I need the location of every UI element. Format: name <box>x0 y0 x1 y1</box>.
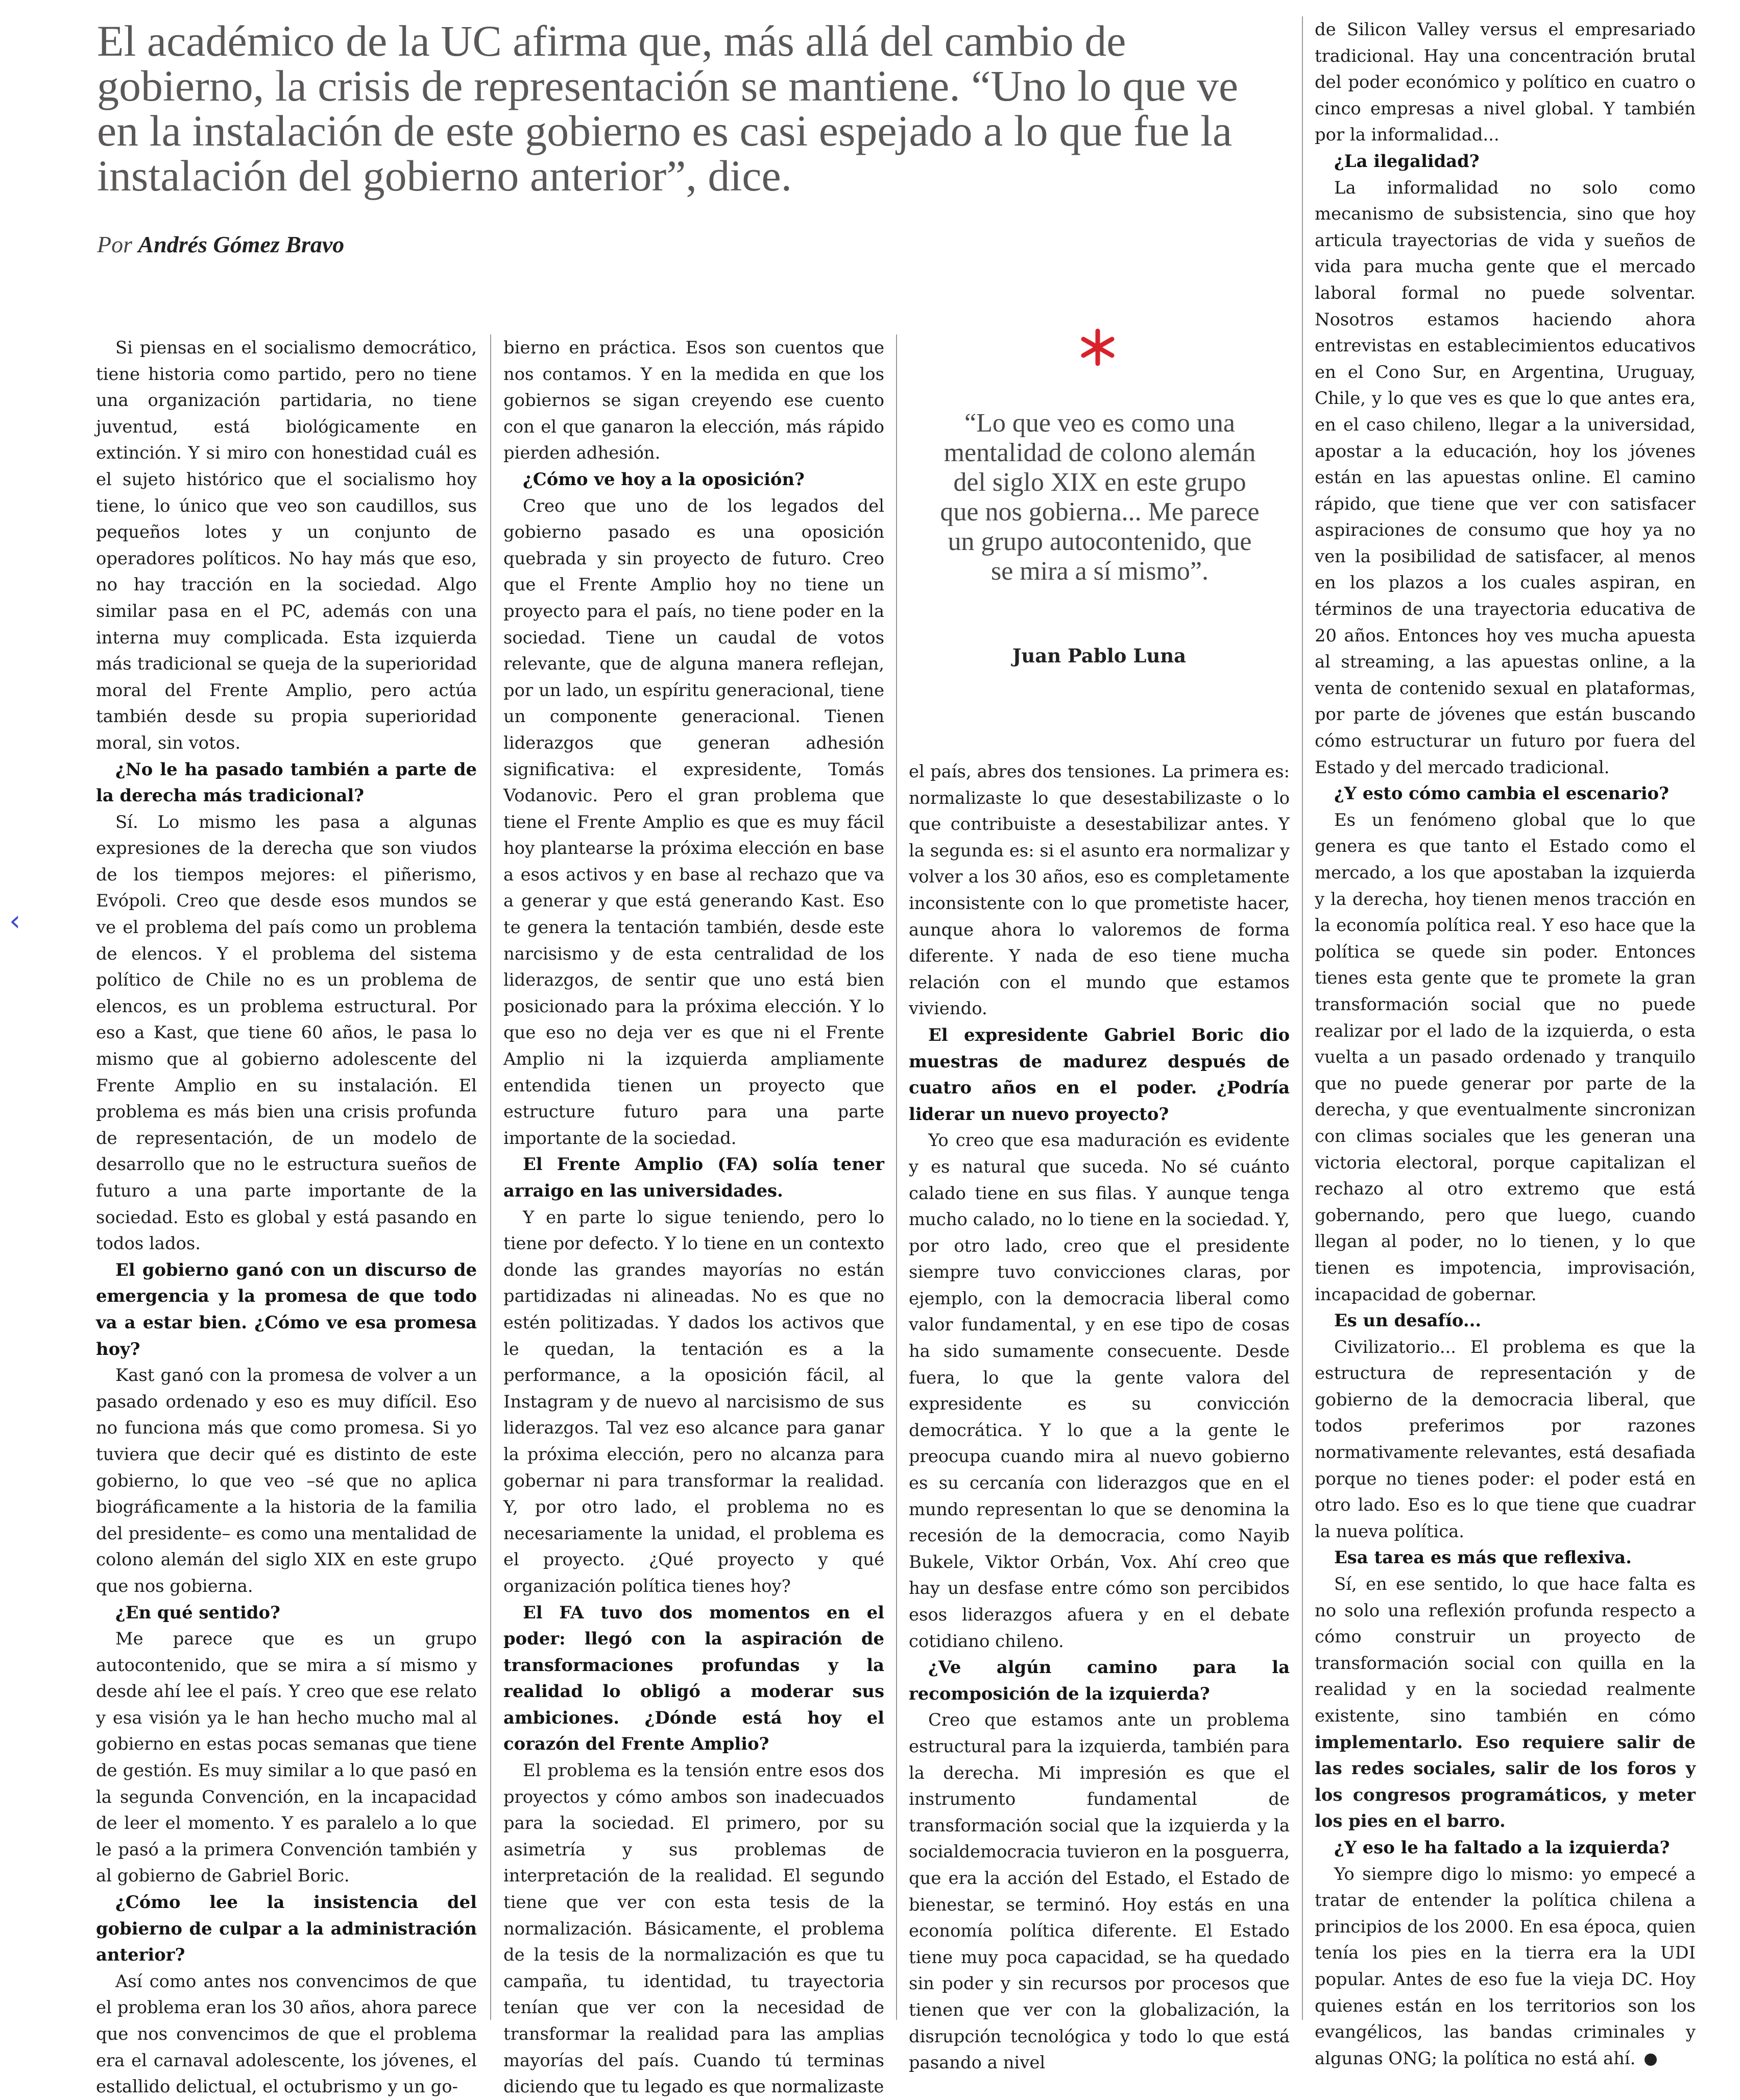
text-column-2 <box>503 335 884 2100</box>
question: Esa tarea es más que reflexiva. <box>1334 1547 1632 1568</box>
paragraph: Sí. Lo mismo les pasa a algunas expresiones de la derecha que son viudos de los tiempos mejores: el piñerismo, Evópoli. Creo que desde esos mundos se ve el problema del país como un problema de elencos. Y el problema del sistema político de Chile no es un problema de elencos, es un problema estructural. Por eso a Kast, que tiene 60 años, le pasa lo mismo que al gobierno adolescente del Frente Amplio en su instalación. El problema es más bien una crisis profunda de representación, de un modelo de desarrollo que no le estructura sueños de futuro a una parte importante de la sociedad. Esto es global y está pasando en todos lados. <box>96 812 477 1254</box>
paragraph: El problema es la tensión entre esos dos proyectos y cómo ambos son inadecuados para la sociedad. El primero, por su asimetría y sus problemas de interpretación de la realidad. El segundo tiene que ver con esta tesis de la normalización. Básicamente, el problema de la tesis de la normalización es que tu campaña, tu identidad, tu trayectoria tenían que ver con la necesidad de transformar la realidad para las amplias mayorías del país. Cuando tú terminas diciendo que tu legado es que normalizaste <box>503 1760 884 2097</box>
question: ¿Y esto cómo cambia el escenario? <box>1334 783 1669 804</box>
pull-quote-author: Juan Pablo Luna <box>1012 645 1187 667</box>
text-column-4 <box>1315 16 1696 2071</box>
paragraph: Así como antes nos convencimos de que el problema eran los 30 años, ahora parece que nos convencimos de que el problema era el carnaval adolescente, los jóvenes, el estallido delictual, el octubrismo y un go- <box>96 1971 477 2097</box>
question: El Frente Amplio (FA) solía tener arraigo en las universidades. <box>503 1154 884 1201</box>
paragraph-text: Sí, en ese sentido, lo que hace falta es no solo una reflexión profunda respecto a cómo construir un proyecto de transformación social con quilla en la realidad y en la sociedad realmente existente, sino también en cómo <box>1315 1574 1696 1726</box>
paragraph: Kast ganó con la promesa de volver a un pasado ordenado y eso es muy difícil. Eso no funciona más que como promesa. Si yo tuviera que decir qué es distinto de este gobierno, lo que veo –sé que no aplica biográficamente a la historia de la familia del presidente– es como una mentalidad de colono alemán del siglo XIX en este grupo que nos gobierna. <box>96 1365 477 1596</box>
paragraph: de Silicon Valley versus el empresariado tradicional. Hay una concentración brutal del poder económico y político en cuatro o cinco empresas a nivel global. Y también por la informalidad... <box>1315 19 1696 145</box>
paragraph: Es un fenómeno global que lo que genera es que tanto el Estado como el mercado, a los que apostaban la izquierda y la derecha, hoy tienen menos tracción en la economía política real. Y eso hace que la política se quede sin poder. Entonces tienes esta gente que te promete la gran transformación social que no puede realizar por el lado de la izquierda, o esta vuelta a un pasado ordenado y tranquilo que no puede generar por parte de la derecha, y que eventualmente sincronizan con climas sociales que les generan una victoria electoral, porque capitalizan el rechazo al otro extremo que está gobernando, pero que luego, cuando llegan al poder, no lo tienen, y lo que tienen es impotencia, improvisación, incapacidad de gobernar. <box>1315 809 1696 1304</box>
question: ¿Cómo lee la insistencia del gobierno de culpar a la administración anterior? <box>96 1892 477 1965</box>
question: ¿Ve algún camino para la recomposición de la izquierda? <box>909 1657 1290 1704</box>
question: ¿Y eso le ha faltado a la izquierda? <box>1334 1836 1670 1857</box>
pull-quote: “Lo que veo es como una mentalidad de colono alemán del siglo XIX en este grupo que nos gobierna... Me parece un grupo autocontenido, que se mira a sí mismo”. <box>940 409 1260 586</box>
paragraph: Creo que estamos ante un problema estructural para la izquierda, también para la derecha. Mi impresión es que el instrumento fundamental de transformación social que la izquierda y la socialdemocracia tuvieron en la posguerra, que era la acción del Estado, el Estado de bienestar, se terminó. Hoy estás en una economía política diferente. El Estado tiene muy poca capacidad, se ha quedado sin poder y sin recursos por procesos que tienen que ver con la globalización, la disrupción tecnológica y todo lo que está pasando a nivel <box>909 1710 1290 2073</box>
byline <box>97 231 344 258</box>
paragraph: Civilizatorio... El problema es que la estructura de representación y de gobierno de la democracia liberal, que todos preferimos por razones normativamente relevantes, está desafiada porque no tienes poder: el poder está en otro lado. Eso es lo que tiene que cuadrar la nueva política. <box>1315 1337 1696 1541</box>
paragraph: Yo creo que esa maduración es evidente y es natural que suceda. No sé cuánto calado tiene en sus filas. Y aunque tenga mucho calado, no lo tiene en la sociedad. Y, por otro lado, creo que el presidente siempre tuvo convicciones claras, por ejemplo, con la democracia liberal como valor fundamental, y en ese tipo de cosas ha sido sumamente consecuente. Desde fuera, lo que la gente valora del expresidente es su convicción democrática. Y lo que a la gente le preocupa cuando mira al nuevo gobierno es su cercanía con liderazgos que en el mundo representan lo que se denomina la recesión de la democracia, como Nayib Bukele, Viktor Orbán, Vox. Ahí creo que hay un desfase entre cómo son percibidos esos liderazgos afuera y en el debate cotidiano chileno. <box>909 1130 1290 1651</box>
byline-author: Andrés Gómez Bravo <box>138 231 345 257</box>
question: ¿La ilegalidad? <box>1334 150 1480 171</box>
question: ¿Cómo ve hoy a la oposición? <box>523 468 805 489</box>
paragraph: La informalidad no solo como mecanismo de subsistencia, sino que hoy articula trayectorias de vida y sueños de vida para mucha gente que el mercado laboral formal no puede solventar. Nosotros estamos haciendo ahora entrevistas en establecimientos educativos en el Cono Sur, en Argentina, Uruguay, Chile, y lo que ves es que lo que antes era, en el caso chileno, llegar a la universidad, apostar a la educación, hoy los jóvenes están en las apuestas online. El camino rápido, que tiene que ver con satisfacer aspiraciones de consumo que hoy ya no ven la posibilidad de satisfacer, al menos en los plazos a los cuales aspiran, en términos de una trayectoria educativa de 20 años. Entonces hoy ves mucha apuesta al streaming, a las apuestas online, a la venta de contenido sexual en plataformas, por parte de jóvenes que están buscando cómo estructurar un futuro por fuera del Estado y del mercado tradicional. <box>1315 177 1696 777</box>
question: Es un desafío... <box>1334 1310 1482 1331</box>
question: El gobierno ganó con un discurso de emergencia y la promesa de que todo va a estar bien. ¿Cómo ve esa promesa hoy? <box>96 1259 477 1359</box>
emphasis-text: implementarlo. Eso requiere salir de las redes sociales, salir de los foros y los congresos programáticos, y meter los pies en el barro. <box>1315 1731 1696 1831</box>
paragraph: Me parece que es un grupo autocontenido, que se mira a sí mismo y desde ahí lee el país. Y creo que ese relato y esa visión ya le han hecho mucho mal al gobierno en estas pocas semanas que tiene de gestión. Es muy similar a lo que pasó en la segunda Convención, en la incapacidad de leer el momento. Y es paralelo a lo que le pasó a la primera Convención también y al gobierno de Gabriel Boric. <box>96 1629 477 1886</box>
paragraph: Y en parte lo sigue teniendo, pero lo tiene por defecto. Y lo tiene en un contexto donde las grandes mayorías no están partidizadas ni alineadas. No es que no estén politizadas. Y dados los activos que le quedan, la tentación es a la performance, a la oposición fácil, al Instagram y de nuevo al narcisismo de sus liderazgos. Tal vez eso alcance para ganar la próxima elección, pero no alcanza para gobernar ni para transformar la realidad. Y, por otro lado, el problema no es necesariamente la unidad, el problema es el proyecto. ¿Qué proyecto y qué organización política tienes hoy? <box>503 1207 884 1596</box>
chevron-left-icon[interactable]: ‹ <box>9 904 21 938</box>
paragraph: el país, abres dos tensiones. La primera es: normalizaste lo que desestabilizaste o lo que contribuiste a desestabilizar antes. Y la segunda es: si el asunto era normalizar y volver a los 30 años, eso es completamente inconsistente con lo que prometiste hacer, aunque ahora lo valoremos de forma diferente. Y nada de eso tiene mucha relación con el mundo que estamos viviendo. <box>909 761 1290 1019</box>
question: El FA tuvo dos momentos en el poder: llegó con la aspiración de transformaciones profundas y la realidad lo obligó a moderar sus ambiciones. ¿Dónde está hoy el corazón del Frente Amplio? <box>503 1602 884 1754</box>
question: ¿No le ha pasado también a parte de la derecha más tradicional? <box>96 758 477 806</box>
text-column-3 <box>909 758 1290 2076</box>
asterisk-icon <box>1077 327 1118 368</box>
paragraph: bierno en práctica. Esos son cuentos que nos contamos. Y en la medida en que los gobiernos se sigan creyendo ese cuento con el que ganaron la elección, más rápido pierden adhesión. <box>503 338 884 463</box>
column-rule <box>490 335 491 2020</box>
question: El expresidente Gabriel Boric dio muestras de madurez después de cuatro años en el poder. ¿Podría liderar un nuevo proyecto? <box>909 1024 1290 1124</box>
text-column-1 <box>96 335 477 2100</box>
paragraph: Si piensas en el socialismo democrático, tiene historia como partido, pero no tiene una organización partidaria, no tiene juventud, está biológicamente en extinción. Y si miro con honestidad cuál es el sujeto histórico que el socialismo hoy tiene, lo único que veo son caudillos, sus pequeños lotes y un conjunto de operadores políticos. No hay más que eso, no hay tracción en la sociedad. Algo similar pasa en el PC, además con una interna muy complicada. Esta izquierda más tradicional se queja de la superioridad moral del Frente Amplio, pero actúa también desde su propia superioridad moral, sin votos. <box>96 338 477 753</box>
paragraph-final: Yo siempre digo lo mismo: yo empecé a tratar de entender la política chilena a principios de los 2000. En esa época, quien tenía los pies en la tierra era la UDI popular. Antes de eso fue la vieja DC. Hoy quienes están en los territorios son los evangélicos, las bandas criminales y algunas ONG; la política no está ahí. <box>1315 1861 1696 2072</box>
column-rule <box>896 335 897 2020</box>
column-rule <box>1302 16 1303 2020</box>
article-deck: El académico de la UC afirma que, más allá del cambio de gobierno, la crisis de representación se mantiene. “Uno lo que ve en la instalación de este gobierno es casi espejado a lo que fue la instalación del gobierno anterior”, dice. <box>97 16 1239 200</box>
byline-prefix: Por <box>97 231 132 257</box>
question: ¿En qué sentido? <box>115 1602 280 1622</box>
paragraph: Creo que uno de los legados del gobierno pasado es una oposición quebrada y sin proyecto de futuro. Creo que el Frente Amplio hoy no tiene un proyecto para el país, no tiene poder en la sociedad. Tiene un caudal de votos relevante, que de alguna manera reflejan, por un lado, un espíritu generacional, tiene un componente generacional. Tienen liderazgos que generan adhesión significativa: el expresidente, Tomás Vodanovic. Pero el gran problema que tiene el Frente Amplio es que es muy fácil hoy plantearse la próxima elección en base a esos activos y en base al rechazo que va a generar y que está generando Kast. Eso te genera la tentación también, desde este narcisismo y de esta centralidad de los liderazgos, de sentir que uno está bien posicionado para la próxima elección. Y lo que eso no deja ver es que ni el Frente Amplio ni la izquierda ampliamente entendida tienen un proyecto que estructure futuro para una parte importante de la sociedad. <box>503 495 884 1148</box>
paragraph <box>1315 1571 1696 1834</box>
